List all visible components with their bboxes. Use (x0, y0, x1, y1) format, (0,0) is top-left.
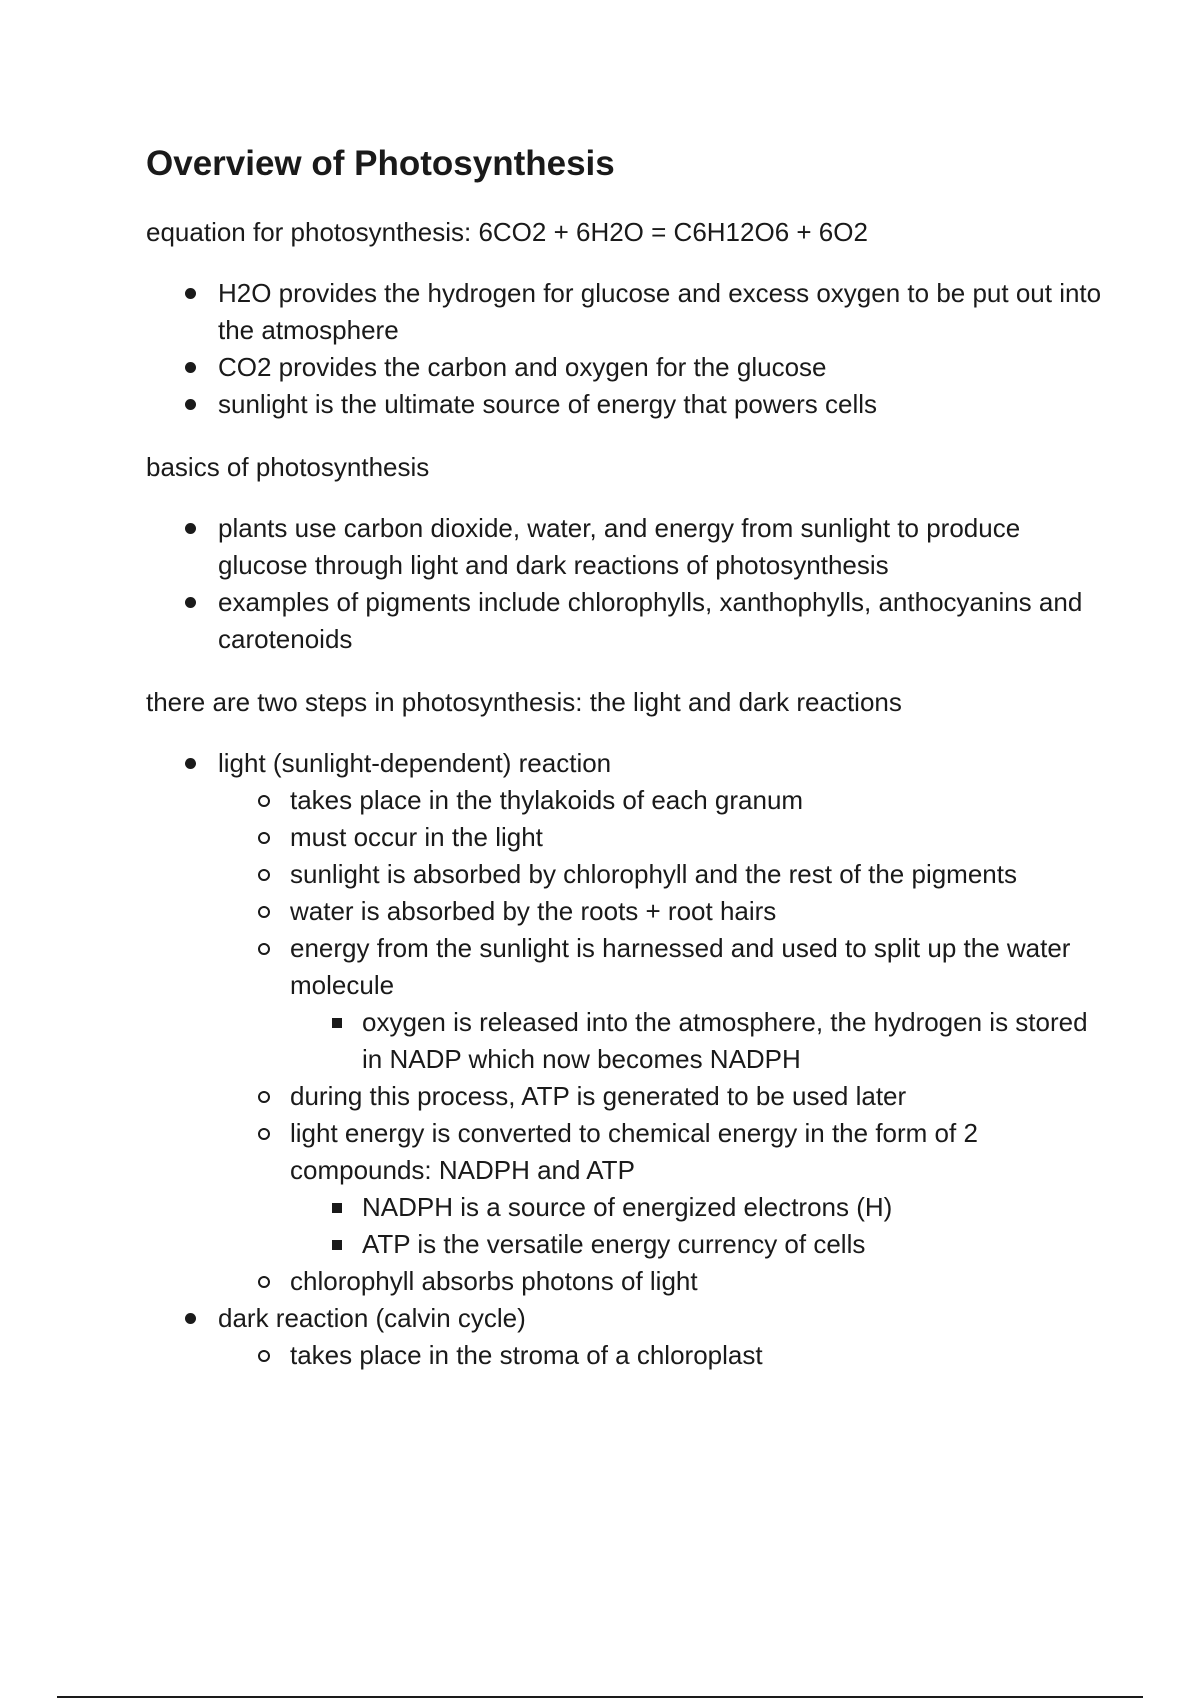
list-item-text: sunlight is the ultimate source of energy that powers cells (218, 389, 878, 419)
list-item-text: water is absorbed by the roots + root hairs (290, 896, 777, 926)
bullet-dot-icon (185, 523, 196, 534)
bullet-dot-icon (185, 1313, 196, 1324)
list-item (146, 510, 1106, 584)
bullet-circle-icon (258, 943, 270, 955)
bullet-circle-icon (258, 1091, 270, 1103)
dark-reaction-sublist (218, 1337, 1106, 1374)
list-item-text: plants use carbon dioxide, water, and energy from sunlight to produce glucose through light and dark reactions of photosynthesis (218, 513, 1021, 580)
basics-heading: basics of photosynthesis (146, 452, 430, 482)
list-item (290, 1189, 1106, 1226)
list-item-text: oxygen is released into the atmosphere, the hydrogen is stored in NADP which now becomes NADPH (362, 1007, 1088, 1074)
bullet-circle-icon (258, 795, 270, 807)
list-item (146, 349, 1106, 386)
list-item-text: H2O provides the hydrogen for glucose and excess oxygen to be put out into the atmosphere (218, 278, 1102, 345)
list-item-text: examples of pigments include chlorophylls, xanthophylls, anthocyanins and carotenoids (218, 587, 1083, 654)
list-item (218, 893, 1106, 930)
bullet-dot-icon (185, 362, 196, 373)
list-item-text: sunlight is absorbed by chlorophyll and the rest of the pigments (290, 859, 1017, 889)
bullet-circle-icon (258, 1128, 270, 1140)
list-item-text: must occur in the light (290, 822, 543, 852)
bullet-dot-icon (185, 758, 196, 769)
dark-reaction-item (146, 1300, 1106, 1374)
list-item-text: takes place in the thylakoids of each granum (290, 785, 804, 815)
list-item-text: NADPH is a source of energized electrons (H) (362, 1192, 893, 1222)
bullet-circle-icon (258, 1350, 270, 1362)
bullet-circle-icon (258, 906, 270, 918)
equation-points-list (146, 275, 1106, 423)
list-item (146, 584, 1106, 658)
list-item (146, 275, 1106, 349)
list-item-text: takes place in the stroma of a chloroplast (290, 1340, 763, 1370)
bullet-square-icon (332, 1018, 342, 1028)
list-item (218, 819, 1106, 856)
bullet-dot-icon (185, 288, 196, 299)
list-item-text: ATP is the versatile energy currency of cells (362, 1229, 866, 1259)
list-item (290, 1004, 1106, 1078)
steps-heading: there are two steps in photosynthesis: the light and dark reactions (146, 687, 902, 717)
bullet-circle-icon (258, 869, 270, 881)
bullet-circle-icon (258, 1276, 270, 1288)
compounds-sublist (290, 1189, 1106, 1263)
list-item (218, 1337, 1106, 1374)
list-item (218, 930, 1106, 1078)
dark-reaction-label: dark reaction (calvin cycle) (218, 1303, 526, 1333)
list-item (218, 782, 1106, 819)
list-item-text: light energy is converted to chemical energy in the form of 2 compounds: NADPH and ATP (290, 1118, 978, 1185)
basics-points-list (146, 510, 1106, 658)
list-item-text: chlorophyll absorbs photons of light (290, 1266, 698, 1296)
water-split-sublist (290, 1004, 1106, 1078)
list-item-text: energy from the sunlight is harnessed and used to split up the water molecule (290, 933, 1071, 1000)
list-item (290, 1226, 1106, 1263)
equation-line: equation for photosynthesis: 6CO2 + 6H2O = C6H12O6 + 6O2 (146, 217, 868, 247)
bullet-dot-icon (185, 399, 196, 410)
list-item-text: CO2 provides the carbon and oxygen for the glucose (218, 352, 827, 382)
page-title: Overview of Photosynthesis (146, 144, 615, 183)
page-bottom-rule (57, 1696, 1143, 1698)
list-item-text: during this process, ATP is generated to be used later (290, 1081, 907, 1111)
reactions-list (146, 745, 1106, 1374)
light-reaction-sublist (218, 782, 1106, 1300)
document-page (146, 140, 1106, 1400)
bullet-dot-icon (185, 597, 196, 608)
bullet-square-icon (332, 1240, 342, 1250)
light-reaction-label: light (sunlight-dependent) reaction (218, 748, 612, 778)
bullet-circle-icon (258, 832, 270, 844)
list-item (218, 1263, 1106, 1300)
bullet-square-icon (332, 1203, 342, 1213)
list-item (146, 386, 1106, 423)
light-reaction-item (146, 745, 1106, 1300)
list-item (218, 1115, 1106, 1263)
list-item (218, 1078, 1106, 1115)
list-item (218, 856, 1106, 893)
